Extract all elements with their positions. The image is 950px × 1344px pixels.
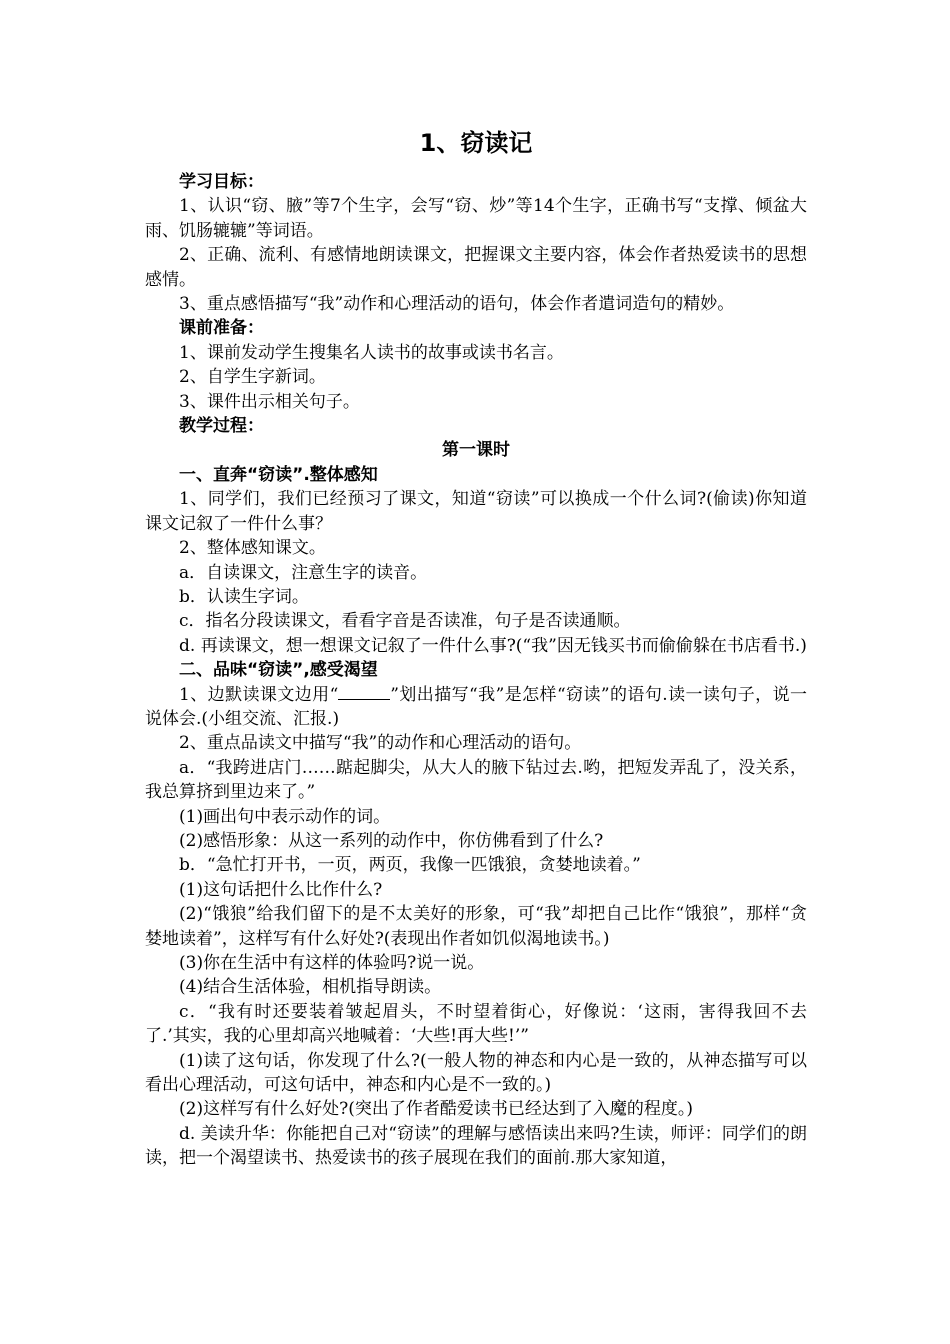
prep-item: 3、课件出示相关句子。 bbox=[179, 391, 360, 412]
page-title: 1、窃读记 bbox=[419, 129, 533, 157]
section2-item: d. 美读升华：你能把自己对“窃读”的理解与感悟读出来吗?生读，师评：同学们的朗读，把一个渴望读书、热爱读书的孩子展现在我们的面前.那大家知道， bbox=[145, 1123, 807, 1169]
section2-item: (1)画出句中表示动作的词。 bbox=[179, 806, 391, 827]
section2-item: (2)这样写有什么好处?(突出了作者酷爱读书已经达到了入魔的程度。) bbox=[179, 1099, 693, 1120]
goal-item: 2、正确、流利、有感情地朗读课文，把握课文主要内容，体会作者热爱读书的思想感情。 bbox=[145, 245, 807, 290]
section2-item-1 bbox=[145, 683, 807, 732]
section2-item: c．“我有时还要装着皱起眉头，不时望着街心，好像说：‘这雨，害得我回不去了.’其实，我的心里却高兴地喊着：‘大些!再大些!’” bbox=[145, 1001, 807, 1047]
lesson-heading: 第一课时 bbox=[442, 440, 510, 461]
goal-item: 3、重点感悟描写“我”动作和心理活动的语句，体会作者遣词造句的精妙。 bbox=[179, 294, 735, 315]
section1-item: d. 再读课文，想一想课文记叙了一件什么事?(“我”因无钱买书而偷偷躲在书店看书.) bbox=[179, 635, 807, 656]
section1-item: b．认读生字词。 bbox=[179, 586, 309, 607]
prep-item: 2、自学生字新词。 bbox=[179, 367, 326, 388]
section2-item: b．“急忙打开书，一页，两页，我像一匹饿狼，贪婪地读着。” bbox=[179, 855, 641, 876]
goal-item: 1、认识“窃、腋”等7个生字，会写“窃、炒”等14个生字，正确书写“支撑、倾盆大雨、饥肠辘辘”等词语。 bbox=[145, 196, 807, 241]
prep-item: 1、课前发动学生搜集名人读书的故事或读书名言。 bbox=[179, 342, 564, 363]
section2-item: (2)“饿狼”给我们留下的是不太美好的形象，可“我”却把自己比作“饿狼”，那样“贪婪地读着”，这样写有什么好处?(表现出作者如饥似渴地读书。) bbox=[145, 904, 807, 949]
underline-blank bbox=[338, 685, 390, 700]
section2-item: 2、重点品读文中描写“我”的动作和心理活动的语句。 bbox=[179, 733, 582, 754]
section2-item: (3)你在生活中有这样的体验吗?说一说。 bbox=[179, 953, 485, 973]
document-body bbox=[145, 128, 807, 1171]
item1-text-end: ”划出描写“我”是怎样“窃读”的语句.读一读句子，说一说体会.(小组交流、汇报.) bbox=[145, 684, 808, 729]
prep-heading: 课前准备： bbox=[179, 318, 264, 339]
item1-text-start: 1、边默读课文边用“ bbox=[179, 684, 339, 705]
section1-item: 2、整体感知课文。 bbox=[179, 538, 326, 559]
section2-item: (4)结合生活体验，相机指导朗读。 bbox=[179, 977, 442, 998]
section1-heading: 一、直奔“窃读”.整体感知 bbox=[179, 464, 378, 485]
section2-item: (1)读了这句话，你发现了什么?(一般人物的神态和内心是一致的，从神态描写可以看出心理活动，可这句话中，神态和内心是不一致的。) bbox=[145, 1050, 807, 1096]
section1-item: c．指名分段读课文，看看字音是否读准，句子是否读通顺。 bbox=[179, 611, 631, 632]
section2-item: (2)感悟形象：从这一系列的动作中，你仿佛看到了什么? bbox=[179, 830, 604, 851]
process-heading: 教学过程： bbox=[179, 416, 264, 437]
section1-item: 1、同学们，我们已经预习了课文，知道“窃读”可以换成一个什么词?(偷读)你知道课文记叙了一件什么事？ bbox=[145, 489, 807, 534]
goals-heading: 学习目标： bbox=[179, 172, 264, 192]
section2-heading: 二、品味“窃读”,感受渴望 bbox=[179, 660, 378, 681]
section2-item: (1)这句话把什么比作什么? bbox=[179, 879, 383, 900]
section1-item: a．自读课文，注意生字的读音。 bbox=[179, 562, 428, 583]
section2-item: a．“我跨进店门……踮起脚尖，从大人的腋下钻过去.哟，把短发弄乱了，没关系，我总算挤到里边来了。” bbox=[145, 757, 807, 803]
